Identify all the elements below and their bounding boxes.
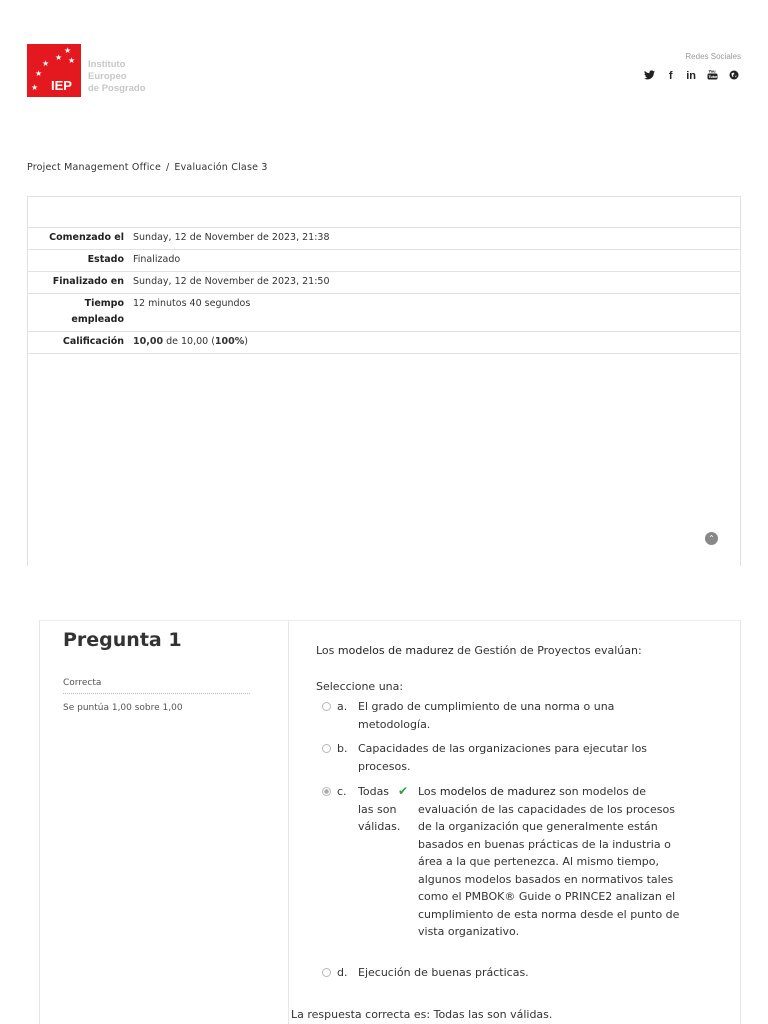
logo-text: IEP (51, 78, 72, 93)
question-card (39, 620, 741, 1024)
summary-label: Finalizado en (28, 272, 129, 294)
correct-check-icon: ✔ (398, 784, 409, 798)
answer-option-a[interactable] (322, 698, 678, 733)
option-text: Capacidades de las organizaciones para ejecutar los procesos. (358, 742, 648, 773)
twitter-icon[interactable] (644, 70, 655, 83)
option-letter: a. (337, 700, 348, 713)
question-title: Pregunta 1 (63, 629, 182, 651)
answer-option-c[interactable] (322, 783, 690, 941)
summary-row-grade (28, 332, 740, 354)
radio-button[interactable] (322, 968, 331, 977)
question-state: Correcta (63, 678, 250, 694)
question-text-part: Los (316, 644, 338, 657)
summary-row (28, 250, 740, 272)
feedback-emphasis: modelos de madurez (439, 785, 556, 798)
logo-subtitle-line: Instituto (88, 59, 126, 70)
grade-score: 10,00 (133, 336, 164, 347)
correct-answer: La respuesta correcta es: Todas las son válidas. (291, 1008, 553, 1021)
linkedin-icon[interactable]: in (686, 70, 696, 82)
grade-end: ) (244, 336, 248, 347)
quiz-summary (27, 196, 741, 566)
question-text-part: de Gestión de Proyectos evalúan: (453, 644, 642, 657)
breadcrumb-course-link[interactable]: Project Management Office (27, 162, 161, 173)
summary-table (28, 227, 740, 354)
star-icon: ★ (55, 53, 63, 62)
option-letter: b. (337, 742, 348, 755)
option-text: Todas las son válidas. (358, 785, 401, 833)
summary-row (28, 294, 740, 332)
feedback-part: Los (418, 785, 440, 798)
option-feedback (418, 783, 690, 941)
summary-value: Finalizado (129, 250, 740, 272)
summary-row (28, 272, 740, 294)
summary-value: Sunday, 12 de November de 2023, 21:38 (129, 228, 740, 250)
breadcrumb-separator: / (166, 162, 170, 173)
star-icon: ★ (64, 46, 72, 55)
summary-label: Calificación (28, 332, 129, 354)
summary-label: Tiempo empleado (28, 294, 129, 332)
star-icon: ★ (68, 56, 76, 65)
breadcrumb (27, 162, 268, 173)
scroll-up-icon[interactable]: ⌃ (705, 532, 718, 545)
summary-value: Sunday, 12 de November de 2023, 21:50 (129, 272, 740, 294)
iep-logo[interactable] (27, 44, 81, 97)
star-icon: ★ (35, 69, 43, 78)
summary-row (28, 228, 740, 250)
radio-button[interactable] (322, 744, 331, 753)
logo-subtitle-line: Europeo (88, 71, 127, 82)
radio-button[interactable] (322, 702, 331, 711)
logo-subtitle-line: de Posgrado (88, 83, 146, 94)
star-icon: ★ (31, 83, 39, 92)
logo-subtitle (88, 59, 146, 95)
facebook-icon[interactable]: f (668, 70, 673, 82)
option-text: El grado de cumplimiento de una norma o una metodología. (358, 700, 615, 731)
youtube-icon[interactable] (707, 69, 718, 83)
option-letter: c. (337, 785, 347, 798)
breadcrumb-current[interactable]: Evaluación Clase 3 (174, 162, 268, 173)
svg-text:You: You (708, 69, 716, 74)
question-info (40, 621, 289, 1024)
social-links (644, 69, 739, 83)
grade-middle: de 10,00 ( (163, 336, 215, 347)
question-grade: Se puntúa 1,00 sobre 1,00 (63, 703, 183, 713)
star-icon: ★ (42, 59, 50, 68)
grade-percent: 100% (214, 336, 245, 347)
question-text-emphasis: modelos de madurez (337, 644, 454, 657)
svg-text:Tube: Tube (708, 75, 718, 79)
answer-option-d[interactable] (322, 964, 678, 982)
answer-option-b[interactable] (322, 740, 678, 775)
question-prompt: Seleccione una: (316, 680, 404, 693)
globe-icon[interactable] (729, 70, 739, 83)
option-text: Ejecución de buenas prácticas. (358, 966, 529, 979)
option-letter: d. (337, 966, 348, 979)
summary-label: Comenzado el (28, 228, 129, 250)
summary-grade-value (129, 332, 740, 354)
question-text (316, 642, 642, 660)
feedback-part: son modelos de evaluación de las capacidades de los procesos de la organización que generalmente están basados en buenas prácticas de la industria o área a la que pertenezca. Al mismo tiempo, algunos modelos basados en normativos tales como el PMBOK® Guide o PRINCE2 analizan el cumplimiento de esta norma desde el punto de vista organizativo. (418, 785, 680, 938)
summary-value: 12 minutos 40 segundos (129, 294, 740, 332)
social-title: Redes Sociales (685, 52, 741, 61)
radio-button-selected[interactable] (322, 787, 331, 796)
summary-label: Estado (28, 250, 129, 272)
